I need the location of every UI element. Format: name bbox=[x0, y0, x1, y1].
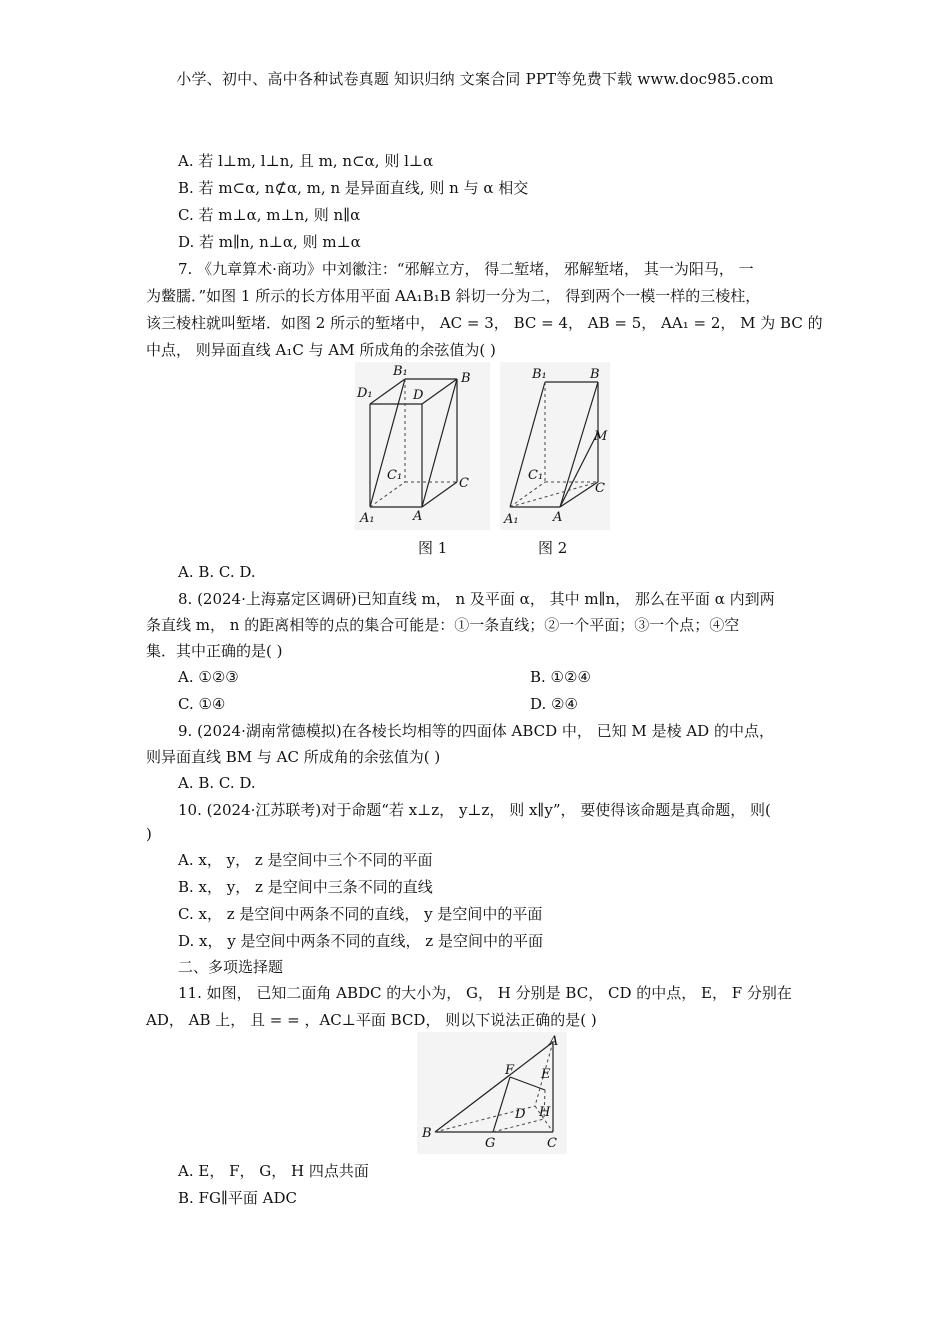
q10-option-a: A. x， y， z 是空间中三个不同的平面 bbox=[178, 851, 433, 869]
q7-line-4: 中点， 则异面直线 A₁C 与 AM 所成角的余弦值为( ) bbox=[146, 341, 496, 359]
label-d1: D₁ bbox=[357, 386, 373, 401]
q11-figure bbox=[417, 1032, 567, 1154]
label-c: C bbox=[459, 476, 469, 491]
label-b1: B₁ bbox=[393, 364, 408, 379]
q7-figure-1 bbox=[355, 362, 490, 530]
q8-option-d: D. ②④ bbox=[530, 695, 578, 713]
label-a: A bbox=[413, 509, 423, 524]
label-c1: C₁ bbox=[387, 468, 403, 483]
label-a: A bbox=[549, 1034, 559, 1049]
q10-option-d: D. x， y 是空间中两条不同的直线， z 是空间中的平面 bbox=[178, 932, 543, 950]
q8-option-c: C. ①④ bbox=[178, 695, 226, 713]
q6-option-b: B. 若 m⊂α, n⊄α, m, n 是异面直线, 则 n 与 α 相交 bbox=[178, 179, 529, 197]
section-title-multiple-choice: 二、多项选择题 bbox=[178, 958, 284, 976]
q8-option-a: A. ①②③ bbox=[178, 668, 239, 686]
q10-line-2: ) bbox=[146, 825, 152, 843]
q9-line-2: 则异面直线 BM 与 AC 所成角的余弦值为( ) bbox=[146, 748, 441, 766]
q8-option-b: B. ①②④ bbox=[530, 668, 591, 686]
q7-line-2: 为鳖臑．”如图 1 所示的长方体用平面 AA₁B₁B 斜切一分为二， 得到两个一模一样的三棱柱， bbox=[146, 287, 761, 305]
label-a1: A₁ bbox=[360, 511, 375, 526]
label-d: D bbox=[515, 1107, 526, 1122]
q11-line-1: 11. 如图， 已知二面角 ABDC 的大小为， G， H 分别是 BC， CD 的中点， E， F 分别在 bbox=[178, 984, 792, 1002]
label-m: M bbox=[594, 429, 608, 444]
q8-line-2: 条直线 m， n 的距离相等的点的集合可能是：①一条直线；②一个平面；③一个点；④空 bbox=[146, 616, 740, 634]
q7-figure-2 bbox=[500, 362, 610, 530]
label-a: A bbox=[553, 510, 563, 525]
label-h: H bbox=[539, 1105, 551, 1120]
label-e: E bbox=[541, 1067, 551, 1082]
q7-figure-2-caption: 图 2 bbox=[538, 539, 568, 557]
q7-line-3: 该三棱柱就叫堑堵．如图 2 所示的堑堵中， AC = 3， BC = 4， AB = 5， AA₁ = 2， M 为 BC 的 bbox=[146, 314, 823, 332]
q9-line-1: 9. (2024·湖南常德模拟)在各棱长均相等的四面体 ABCD 中， 已知 M 是棱 AD 的中点， bbox=[178, 722, 774, 740]
q6-option-a: A. 若 l⊥m, l⊥n, 且 m, n⊂α, 则 l⊥α bbox=[178, 152, 434, 170]
q11-line-2: AD， AB 上， 且 = = ，AC⊥平面 BCD， 则以下说法正确的是( ) bbox=[146, 1011, 597, 1029]
q7-options: A. B. C. D. bbox=[178, 563, 256, 581]
label-c: C bbox=[595, 481, 605, 496]
label-b: B bbox=[422, 1126, 432, 1141]
label-d: D bbox=[413, 388, 424, 403]
q11-option-a: A. E， F， G， H 四点共面 bbox=[178, 1162, 369, 1180]
label-g: G bbox=[485, 1136, 496, 1151]
q9-options: A. B. C. D. bbox=[178, 774, 256, 792]
label-b1: B₁ bbox=[532, 367, 547, 382]
page-header: 小学、初中、高中各种试卷真题 知识归纳 文案合同 PPT等免费下载 www.doc985.com bbox=[176, 70, 774, 88]
q8-line-1: 8. (2024·上海嘉定区调研)已知直线 m， n 及平面 α， 其中 m∥n， 那么在平面 α 内到两 bbox=[178, 590, 775, 608]
q8-line-3: 集．其中正确的是( ) bbox=[146, 642, 283, 660]
label-c1: C₁ bbox=[528, 468, 544, 483]
q6-option-d: D. 若 m∥n, n⊥α, 则 m⊥α bbox=[178, 233, 361, 251]
label-b: B bbox=[590, 367, 600, 382]
label-c: C bbox=[547, 1136, 557, 1151]
q10-line-1: 10. (2024·江苏联考)对于命题“若 x⊥z， y⊥z， 则 x∥y”， 要使得该命题是真命题， 则( bbox=[178, 801, 771, 819]
q11-option-b: B. FG∥平面 ADC bbox=[178, 1189, 297, 1207]
label-f: F bbox=[505, 1063, 515, 1078]
label-a1: A₁ bbox=[504, 512, 519, 527]
q10-option-b: B. x， y， z 是空间中三条不同的直线 bbox=[178, 878, 433, 896]
label-b: B bbox=[461, 371, 471, 386]
q7-line-1: 7. 《九章算术·商功》中刘徽注：“邪解立方， 得二堑堵， 邪解堑堵， 其一为阳马， 一 bbox=[178, 260, 754, 278]
q7-figure-1-caption: 图 1 bbox=[418, 539, 448, 557]
q6-option-c: C. 若 m⊥α, m⊥n, 则 n∥α bbox=[178, 206, 361, 224]
q10-option-c: C. x， z 是空间中两条不同的直线， y 是空间中的平面 bbox=[178, 905, 543, 923]
